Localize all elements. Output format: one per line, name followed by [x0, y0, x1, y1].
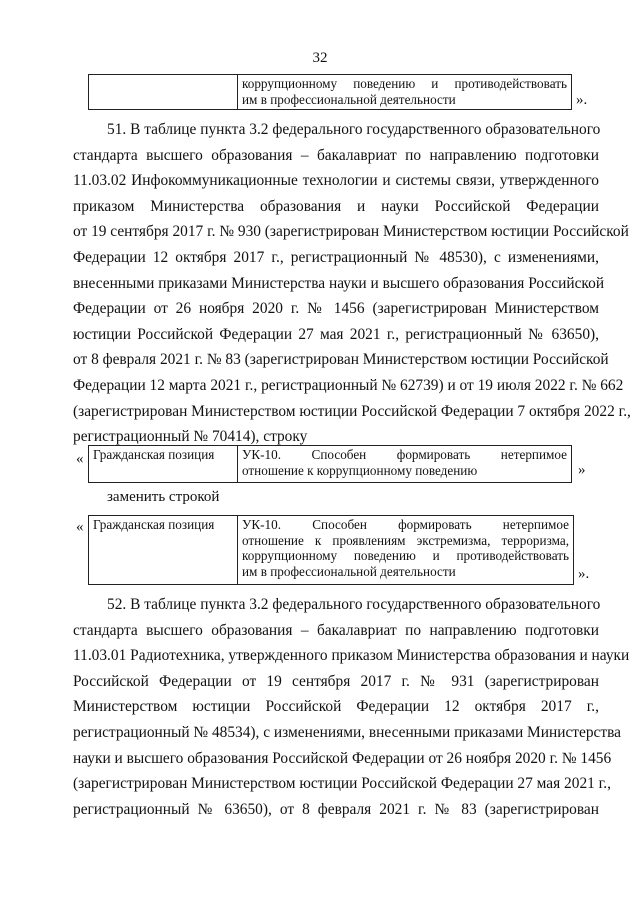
table-line: отношение к проявлениям экстремизма, терроризма,: [242, 532, 569, 548]
top-table-fragment: [88, 74, 572, 110]
text-line: (зарегистрирован Министерством юстиции Российской Федерации 7 октября 2022 г.,: [73, 402, 631, 420]
text-line: стандарта высшего образования – бакалавриат по направлению подготовки: [73, 621, 599, 639]
new-row-table: [88, 515, 574, 585]
text-line: приказом Министерства образования и науки Российской Федерации: [73, 197, 599, 215]
text-line: от 8 февраля 2021 г. № 83 (зарегистрирован Министерством юстиции Российской: [73, 351, 609, 369]
top-table-right-cell: [238, 75, 571, 109]
text-line: стандарта высшего образования – бакалавриат по направлению подготовки: [73, 146, 599, 164]
paragraph-52: [73, 592, 630, 822]
top-table-left-cell: [89, 75, 238, 109]
table-line: УК-10. Способен формировать нетерпимое: [242, 517, 569, 532]
old-row-table: [88, 445, 572, 483]
top-table-closing-quote: ».: [576, 92, 588, 108]
text-line: 51. В таблице пункта 3.2 федерального государственного образовательного: [107, 121, 601, 138]
text-line: 11.03.02 Инфокоммуникационные технологии и системы связи, утвержденного: [73, 172, 599, 190]
old-row-right-cell: [238, 446, 571, 482]
new-row-right-cell: [238, 516, 573, 584]
page-number: 32: [312, 50, 328, 66]
text-line: 11.03.01 Радиотехника, утвержденного приказом Министерства образования и науки: [73, 647, 630, 665]
text-line: Федерации 12 октября 2017 г., регистрационный № 48530), с изменениями,: [73, 248, 599, 266]
text-line: Федерации от 26 ноября 2020 г. № 1456 (зарегистрирован Министерством: [73, 300, 599, 318]
table-line: коррупционному поведению и противодействовать: [242, 548, 569, 563]
text-line: от 19 сентября 2017 г. № 930 (зарегистрирован Министерством юстиции Российской: [73, 223, 629, 241]
table-line: им в профессиональной деятельности: [242, 563, 456, 579]
text-line: Федерации 12 марта 2021 г., регистрационный № 62739) и от 19 июля 2022 г. № 662: [73, 376, 624, 394]
old-row-open-quote: «: [76, 451, 84, 467]
replace-instruction: заменить строкой: [107, 489, 220, 505]
text-line: регистрационный № 63650), от 8 февраля 2021 г. № 83 (зарегистрирован: [73, 800, 599, 818]
text-line: юстиции Российской Федерации 27 мая 2021 г., регистрационный № 63650),: [73, 325, 599, 343]
table-line: им в профессиональной деятельности: [242, 91, 456, 107]
new-row-close-quote: ».: [578, 566, 590, 582]
old-row-close-quote: »: [578, 462, 586, 478]
text-line: (зарегистрирован Министерством юстиции Российской Федерации 27 мая 2021 г.,: [73, 775, 611, 793]
new-row-left-cell: Гражданская позиция: [89, 516, 238, 584]
text-line: регистрационный № 70414), строку: [73, 428, 308, 446]
text-line: науки и высшего образования Российской Федерации от 26 ноября 2020 г. № 1456: [73, 749, 612, 767]
table-line: коррупционному поведению и противодействовать: [242, 76, 567, 91]
text-line: регистрационный № 48534), с изменениями, внесенными приказами Министерства: [73, 723, 621, 741]
paragraph-51: [73, 117, 631, 450]
new-row-open-quote: «: [76, 519, 84, 535]
old-row-left-cell: Гражданская позиция: [89, 446, 238, 482]
table-line: отношение к коррупционному поведению: [242, 462, 478, 478]
text-line: Российской Федерации от 19 сентября 2017 г. № 931 (зарегистрирован: [73, 672, 599, 690]
table-line: УК-10. Способен формировать нетерпимое: [242, 447, 567, 462]
text-line: Министерством юстиции Российской Федерации 12 октября 2017 г.,: [73, 698, 599, 716]
text-line: 52. В таблице пункта 3.2 федерального государственного образовательного: [107, 596, 601, 613]
text-line: внесенными приказами Министерства науки и высшего образования Российской: [73, 274, 605, 292]
